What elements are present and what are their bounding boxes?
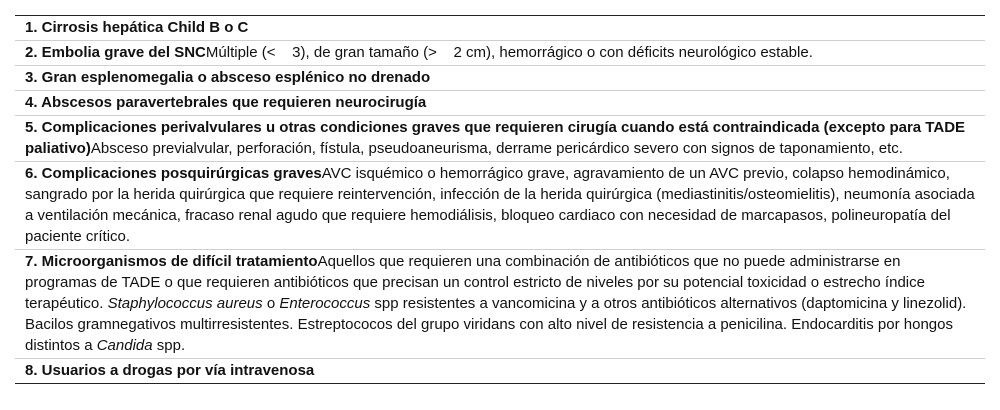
row-text: Múltiple (< 3), de gran tamaño (> 2 cm), hemorrágico o con déficits neurológico estable. — [205, 44, 813, 61]
table-row — [15, 249, 985, 358]
row-title: 8. Usuarios a drogas por vía intravenosa — [25, 362, 315, 379]
row-text: Absceso previalvular, perforación, fístula, pseudoaneurisma, derrame pericárdico severo con signos de taponamiento, etc. — [90, 140, 903, 157]
row-text: spp resistentes a vancomicina y a otros antibióticos alternativos (daptomicina y linezolid). Bacilos gramnegativos multirresistentes. Estreptococos del grupo viridans con alto nivel de resistencia a penicilina. Endocarditis por hongos distintos a — [25, 295, 967, 354]
row-text: Aquellos que requieren una combinación de antibióticos que no puede administrarse en programas de TADE o que requieren antibióticos que precisan un control estricto de niveles por su potencial toxicidad o estrecho índice terapéutico. — [25, 253, 925, 312]
row-text: AVC isquémico o hemorrágico grave, agravamiento de un AVC previo, colapso hemodinámico, sangrado por la herida quirúrgica que requiere reintervención, infección de la herida quirúrgica (mediastinitis/osteomielitis), neumonía asociada a ventilación mecánica, fracaso renal agudo que requiere hemodiálisis, bloqueo cardiaco con necesidad de marcapasos, polineuropatía del paciente crítico. — [25, 165, 975, 245]
row-text: spp. — [152, 337, 186, 354]
row-title: 4. Abscesos paravertebrales que requieren neurocirugía — [25, 94, 427, 111]
table-row — [15, 161, 985, 249]
row-text: o — [262, 295, 280, 312]
row-title: 7. Microorganismos de difícil tratamiento — [25, 253, 318, 270]
row-title: 3. Gran esplenomegalia o absceso esplénico no drenado — [25, 69, 431, 86]
row-title: 5. Complicaciones perivalvulares u otras condiciones graves que requieren cirugía cuando está contraindicada (excepto para TADE paliativo) — [25, 119, 966, 157]
table-row — [15, 90, 985, 115]
criteria-table — [15, 15, 985, 384]
table-row — [15, 65, 985, 90]
table-row — [15, 40, 985, 65]
row-title: 1. Cirrosis hepática Child B o C — [25, 19, 249, 36]
row-title: 6. Complicaciones posquirúrgicas graves — [25, 165, 322, 182]
table-row — [15, 115, 985, 161]
table-row — [15, 16, 985, 40]
organism-name: Candida — [96, 337, 153, 354]
row-title: 2. Embolia grave del SNC — [25, 44, 206, 61]
table-row — [15, 358, 985, 383]
organism-name: Staphylococcus aureus — [107, 295, 263, 312]
organism-name: Enterococcus — [279, 295, 371, 312]
